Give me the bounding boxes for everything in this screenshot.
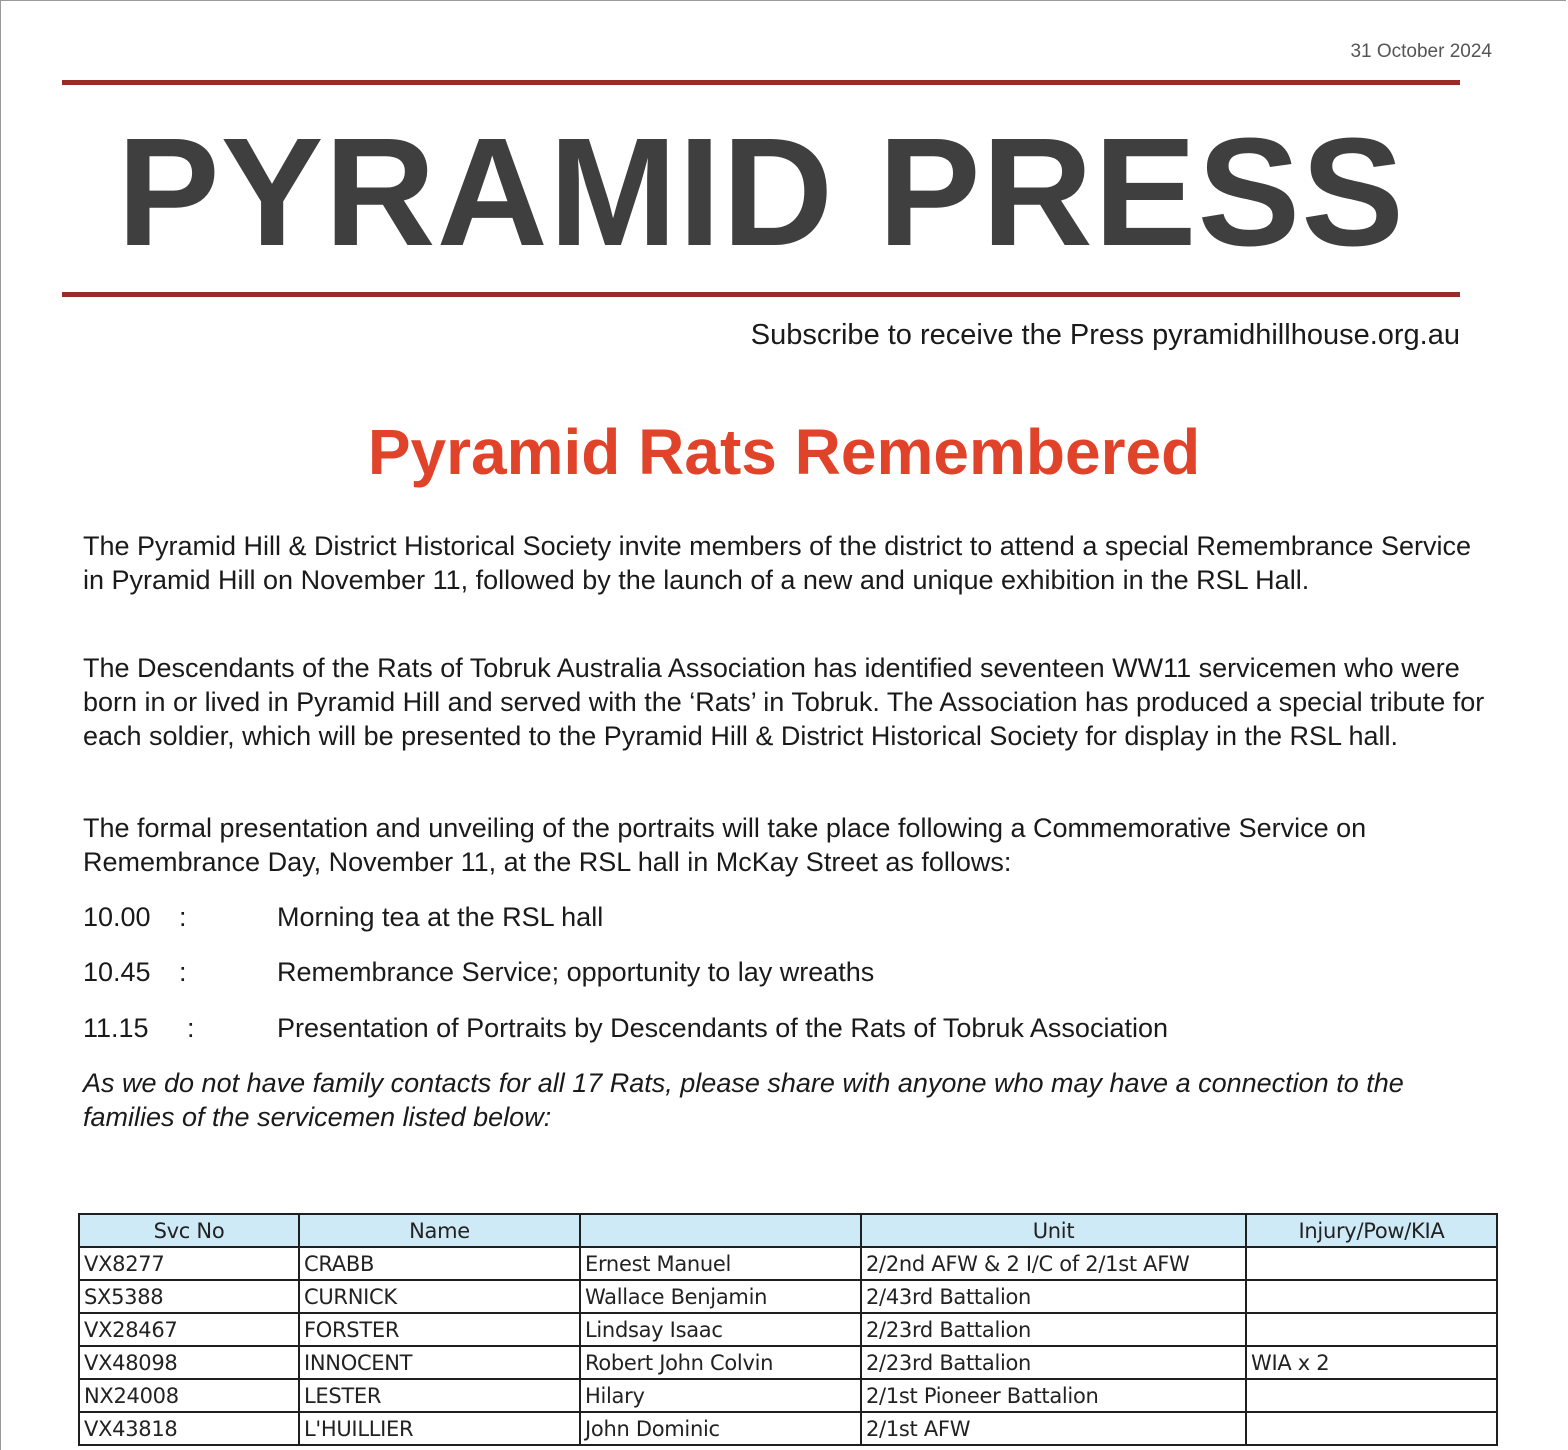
schedule-separator: : <box>187 1013 195 1043</box>
cell-surname: FORSTER <box>299 1313 580 1346</box>
cell-svc-no: NX24008 <box>79 1379 299 1412</box>
cell-injury <box>1246 1313 1497 1346</box>
cell-given-names: John Dominic <box>580 1412 861 1445</box>
cell-unit: 2/23rd Battalion <box>861 1346 1246 1379</box>
cell-unit: 2/1st Pioneer Battalion <box>861 1379 1246 1412</box>
cell-surname: L'HUILLIER <box>299 1412 580 1445</box>
cell-surname: LESTER <box>299 1379 580 1412</box>
cell-injury <box>1246 1379 1497 1412</box>
servicemen-table <box>78 1213 1498 1446</box>
masthead-bottom-rule <box>62 292 1460 297</box>
cell-surname: CRABB <box>299 1247 580 1280</box>
schedule-description: Remembrance Service; opportunity to lay wreaths <box>277 957 875 987</box>
schedule-time: 10.45 <box>83 957 151 987</box>
schedule-separator: : <box>179 957 187 987</box>
cell-surname: CURNICK <box>299 1280 580 1313</box>
schedule-time: 10.00 <box>83 902 151 932</box>
cell-svc-no: VX43818 <box>79 1412 299 1445</box>
table-header-row <box>79 1214 1497 1247</box>
table-row <box>79 1379 1497 1412</box>
cell-given-names: Robert John Colvin <box>580 1346 861 1379</box>
schedule-time: 11.15 <box>83 1013 149 1043</box>
schedule-description: Presentation of Portraits by Descendants of the Rats of Tobruk Association <box>277 1013 1168 1043</box>
paragraph-text: The Descendants of the Rats of Tobruk Australia Association has identified seventeen WW11 servicemen who were born in or lived in Pyramid Hill and served with the ‘Rats’ in Tobruk. The Association has produced a special tribute for each soldier, which will be presented to the Pyramid Hill & District Historical Society for display in the RSL hall. <box>83 653 1485 751</box>
cell-given-names: Ernest Manuel <box>580 1247 861 1280</box>
masthead-top-rule <box>62 80 1460 85</box>
cell-given-names: Wallace Benjamin <box>580 1280 861 1313</box>
cell-svc-no: VX8277 <box>79 1247 299 1280</box>
schedule-description: Morning tea at the RSL hall <box>277 902 604 932</box>
article-headline: Pyramid Rats Remembered <box>367 416 1201 488</box>
issue-date: 31 October 2024 <box>1350 41 1492 62</box>
cell-given-names: Lindsay Isaac <box>580 1313 861 1346</box>
paragraph-invitation <box>83 529 1493 597</box>
cell-svc-no: VX48098 <box>79 1346 299 1379</box>
column-header-name: Name <box>299 1214 580 1247</box>
cell-unit: 2/1st AFW <box>861 1412 1246 1445</box>
column-header-svc-no: Svc No <box>79 1214 299 1247</box>
cell-given-names: Hilary <box>580 1379 861 1412</box>
column-header-given-names <box>580 1214 861 1247</box>
cell-injury <box>1246 1412 1497 1445</box>
paragraph-text: The Pyramid Hill & District Historical Society invite members of the district to attend a special Remembrance Service in Pyramid Hill on November 11, followed by the launch of a new and unique exhibition in the RSL Hall. <box>83 531 1471 595</box>
paragraph-association <box>83 651 1493 753</box>
paragraph-text: The formal presentation and unveiling of the portraits will take place following a Commemorative Service on Remembrance Day, November 11, at the RSL hall in McKay Street as follows: <box>83 813 1367 877</box>
table-row <box>79 1346 1497 1379</box>
cell-unit: 2/43rd Battalion <box>861 1280 1246 1313</box>
table-row <box>79 1280 1497 1313</box>
family-contact-note: As we do not have family contacts for all 17 Rats, please share with anyone who may have a connection to the families of the servicemen listed below: <box>83 1068 1404 1132</box>
schedule-separator: : <box>179 902 187 932</box>
masthead-title: PYRAMID PRESS <box>116 106 1405 278</box>
paragraph-presentation <box>83 811 1493 879</box>
cell-unit: 2/2nd AFW & 2 I/C of 2/1st AFW <box>861 1247 1246 1280</box>
table-row <box>79 1412 1497 1445</box>
cell-unit: 2/23rd Battalion <box>861 1313 1246 1346</box>
cell-injury <box>1246 1247 1497 1280</box>
table-row <box>79 1313 1497 1346</box>
cell-svc-no: VX28467 <box>79 1313 299 1346</box>
table-row <box>79 1247 1497 1280</box>
subscribe-line: Subscribe to receive the Press pyramidhillhouse.org.au <box>750 319 1460 351</box>
cell-surname: INNOCENT <box>299 1346 580 1379</box>
cell-svc-no: SX5388 <box>79 1280 299 1313</box>
cell-injury <box>1246 1280 1497 1313</box>
cell-injury: WIA x 2 <box>1246 1346 1497 1379</box>
column-header-unit: Unit <box>861 1214 1246 1247</box>
column-header-injury: Injury/Pow/KIA <box>1246 1214 1497 1247</box>
